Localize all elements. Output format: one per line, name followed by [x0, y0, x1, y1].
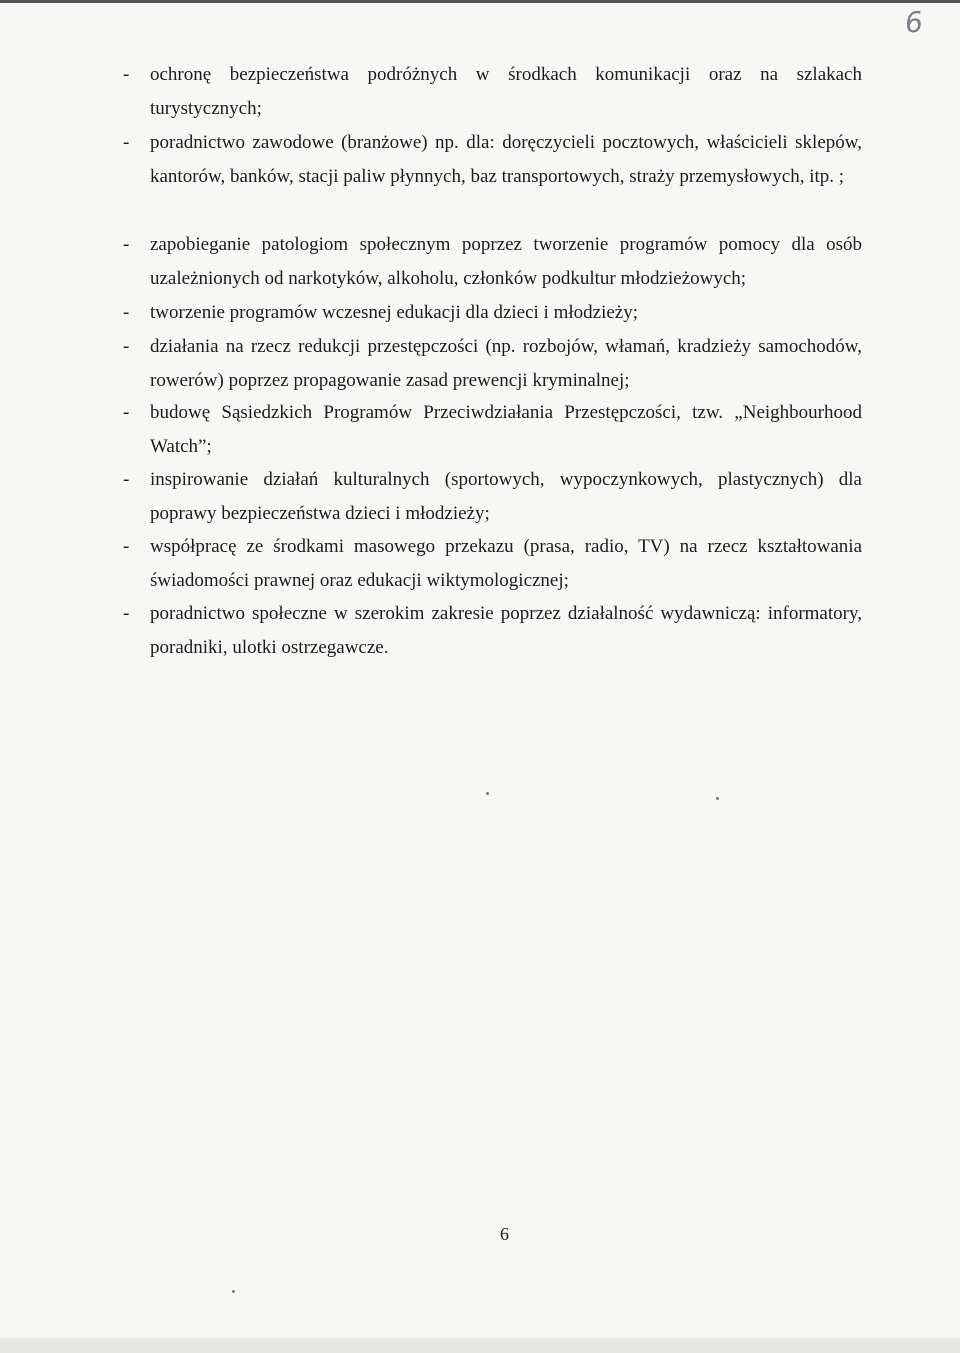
- page-number: 6: [500, 1224, 509, 1244]
- list-dash: -: [123, 234, 130, 255]
- list-item: [123, 463, 862, 531]
- list-dash: -: [123, 603, 130, 624]
- list-item-text: poradnictwo zawodowe (branżowe) np. dla: doręczycieli pocztowych, właścicieli sklepów, kantorów, banków, stacji paliw płynnych, baz transportowych, straży przemysłowych, itp. ;: [150, 132, 862, 187]
- list-item: [123, 396, 862, 464]
- list-item-text: współpracę ze środkami masowego przekazu (prasa, radio, TV) na rzecz kształtowania świadomości prawnej oraz edukacji wiktymologicznej;: [150, 536, 862, 591]
- scan-speck: [232, 1290, 235, 1293]
- list-item-text: działania na rzecz redukcji przestępczości (np. rozbojów, włamań, kradzieży samochodów, rowerów) poprzez propagowanie zasad prewencji kryminalnej;: [150, 336, 862, 391]
- list-item: [123, 126, 862, 194]
- list-dash: -: [123, 132, 130, 153]
- list-item: [123, 530, 862, 598]
- list-item-text: tworzenie programów wczesnej edukacji dla dzieci i młodzieży;: [150, 302, 638, 323]
- list-dash: -: [123, 469, 130, 490]
- list-item: [123, 597, 862, 665]
- list-item-text: budowę Sąsiedzkich Programów Przeciwdziałania Przestępczości, tzw. „Neighbourhood Watch”;: [150, 402, 862, 457]
- scan-speck: [486, 792, 489, 795]
- scan-speck: [716, 797, 719, 800]
- list-dash: -: [123, 336, 130, 357]
- list-item: [123, 296, 862, 330]
- list-item-text: zapobieganie patologiom społecznym poprzez tworzenie programów pomocy dla osób uzależnionych od narkotyków, alkoholu, członków podkultur młodzieżowych;: [150, 234, 862, 289]
- list-item-text: inspirowanie działań kulturalnych (sportowych, wypoczynkowych, plastycznych) dla poprawy bezpieczeństwa dzieci i młodzieży;: [150, 469, 862, 524]
- list-item: [123, 330, 862, 398]
- list-dash: -: [123, 302, 130, 323]
- list-item: [123, 58, 862, 126]
- list-item-text: ochronę bezpieczeństwa podróżnych w środkach komunikacji oraz na szlakach turystycznych;: [150, 64, 862, 119]
- scan-bottom-edge: [0, 1338, 960, 1353]
- list-dash: -: [123, 402, 130, 423]
- list-item-text: poradnictwo społeczne w szerokim zakresie poprzez działalność wydawniczą: informatory, poradniki, ulotki ostrzegawcze.: [150, 603, 862, 658]
- list-dash: -: [123, 64, 130, 85]
- handwritten-page-mark: 6: [903, 5, 925, 40]
- scan-top-edge: [0, 0, 960, 3]
- list-item: [123, 228, 862, 296]
- list-dash: -: [123, 536, 130, 557]
